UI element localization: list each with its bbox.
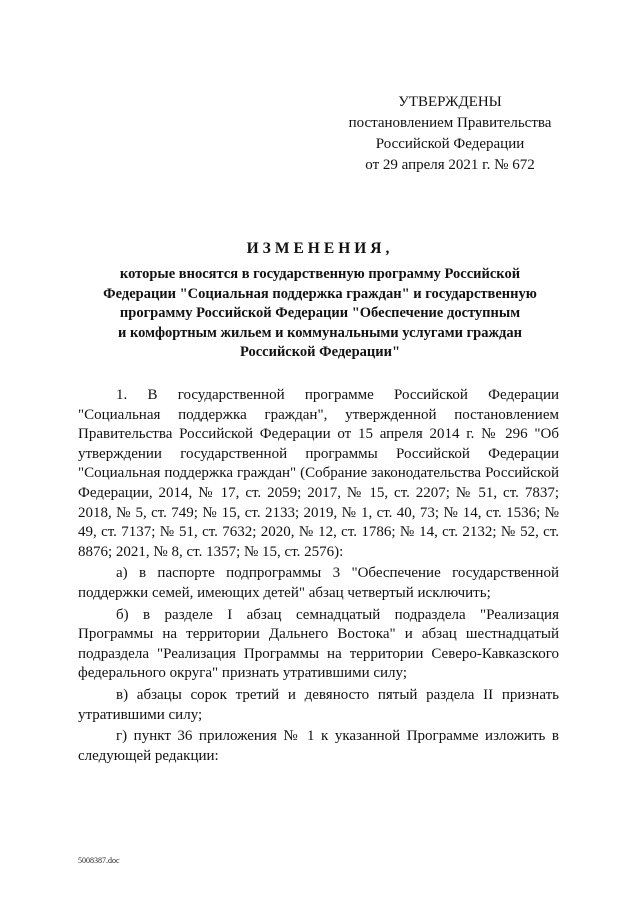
approval-line: УТВЕРЖДЕНЫ: [398, 94, 502, 110]
approval-stamp: [345, 92, 555, 176]
document-subtitle: [80, 265, 560, 363]
document-body: [78, 386, 559, 766]
paragraph-g: г) пункт 36 приложения № 1 к указанной Программе изложить в следующей редакции:: [78, 728, 559, 764]
subtitle-line: которые вносятся в государственную программу Российской: [119, 266, 521, 282]
paragraph-1: 1. В государственной программе Российской Федерации "Социальная поддержка граждан", утвержденной постановлением Правительства Российской Федерации от 15 апреля 2014 г. № 296 "Об утверждении государственной программы Российской Федерации "Социальная поддержка граждан" (Собрание законодательства Российской Федерации, 2014, № 17, ст. 2059; 2017, № 15, ст. 2207; № 51, ст. 7837; 2018, № 5, ст. 749; № 15, ст. 2133; 2019, № 1, ст. 40, 73; № 14, ст. 1536; № 49, ст. 7137; № 51, ст. 7632; 2020, № 12, ст. 1786; № 14, ст. 2132; № 52, ст. 8876; 2021, № 8, ст. 1357; № 15, ст. 2576):: [78, 387, 559, 560]
subtitle-line: и комфортным жильем и коммунальными услугами граждан: [118, 324, 522, 341]
subtitle-line: программу Российской Федерации "Обеспечение доступным: [119, 305, 521, 321]
approval-line: Российской Федерации: [375, 136, 525, 152]
subtitle-line: Российской Федерации": [239, 344, 401, 360]
document-title: ИЗМЕНЕНИЯ,: [246, 240, 394, 257]
approval-line: от 29 апреля 2021 г. № 672: [365, 157, 535, 173]
paragraph-a: а) в паспорте подпрограммы 3 "Обеспечение государственной поддержки семей, имеющих детей" абзац четвертый исключить;: [78, 565, 559, 601]
subtitle-line: Федерации "Социальная поддержка граждан" и государственную: [103, 285, 537, 302]
paragraph-v: в) абзацы сорок третий и девяносто пятый раздела II признать утратившими силу;: [78, 686, 559, 723]
approval-line: постановлением Правительства: [348, 115, 552, 131]
paragraph-b: б) в разделе I абзац семнадцатый подраздела "Реализация Программы на территории Дальнего Востока" и абзац шестнадцатый подраздела "Реализация Программы на территории Северо-Кавказского федерального округа" признать утратившими силу;: [78, 606, 559, 682]
file-name-footer: 5008387.doc: [78, 856, 120, 865]
